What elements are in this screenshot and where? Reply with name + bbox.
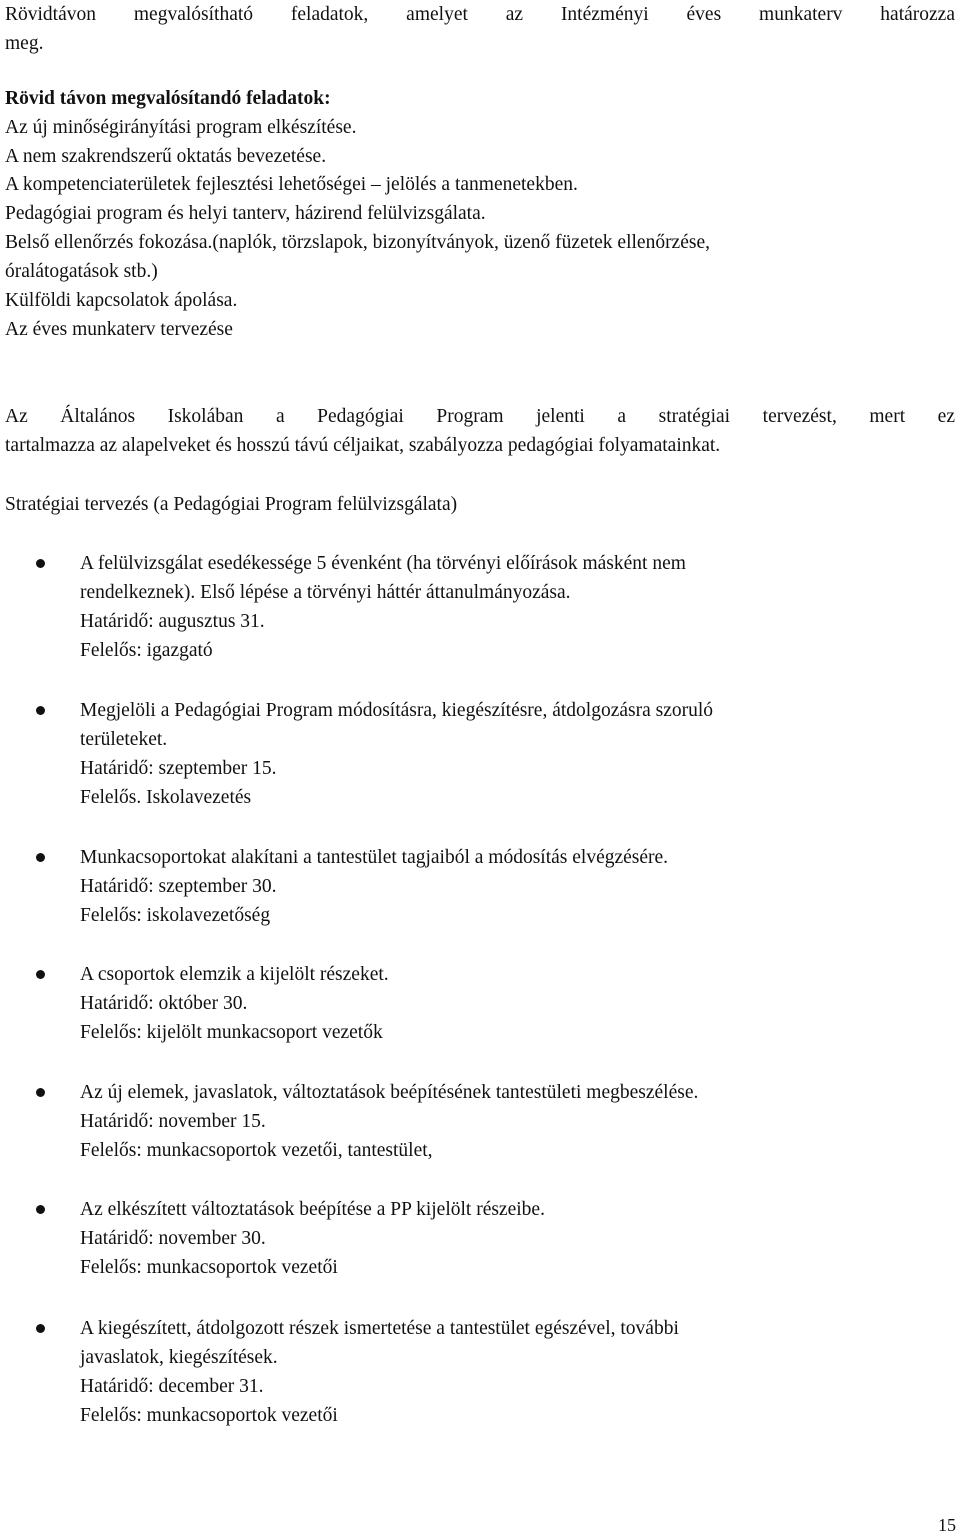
short-term-item: Az új minőségirányítási program elkészítése. (5, 117, 357, 138)
short-term-item: Az éves munkaterv tervezése (5, 319, 233, 340)
bullet-text: rendelkeznek). Első lépése a törvényi háttér áttanulmányozása. (80, 582, 571, 603)
deadline-text: Határidő: november 15. (80, 1111, 266, 1132)
responsible-text: Felelős: kijelölt munkacsoport vezetők (80, 1022, 383, 1043)
deadline-text: Határidő: augusztus 31. (80, 611, 265, 632)
short-term-heading: Rövid távon megvalósítandó feladatok: (5, 88, 331, 109)
responsible-text: Felelős. Iskolavezetés (80, 787, 252, 808)
short-term-item: Belső ellenőrzés fokozása.(naplók, törzslapok, bizonyítványok, üzenő füzetek ellenőrzése, (5, 232, 710, 253)
paragraph-line-1: Az Általános Iskolában a Pedagógiai Program jelenti a stratégiai tervezést, mert ez (5, 406, 955, 427)
responsible-text: Felelős: munkacsoportok vezetői (80, 1257, 338, 1278)
bullet-text: területeket. (80, 729, 168, 750)
responsible-text: Felelős: munkacsoportok vezetői, tantestület, (80, 1140, 433, 1161)
bullet-dot (36, 1205, 45, 1214)
responsible-text: Felelős: igazgató (80, 640, 213, 661)
bullet-dot (36, 1324, 45, 1333)
bullet-dot (36, 970, 45, 979)
bullet-dot (36, 559, 45, 568)
short-term-item: A kompetenciaterületek fejlesztési lehetőségei – jelölés a tanmenetekben. (5, 174, 578, 195)
responsible-text: Felelős: munkacsoportok vezetői (80, 1405, 338, 1426)
strategic-heading: Stratégiai tervezés (a Pedagógiai Program felülvizsgálata) (5, 494, 458, 515)
bullet-text: A kiegészített, átdolgozott részek ismertetése a tantestület egészével, további (80, 1318, 679, 1339)
short-term-item: Külföldi kapcsolatok ápolása. (5, 290, 238, 311)
intro-line-2: meg. (5, 33, 44, 54)
bullet-text: A felülvizsgálat esedékessége 5 évenként (ha törvényi előírások másként nem (80, 553, 686, 574)
page-number: 15 (938, 1515, 956, 1535)
deadline-text: Határidő: november 30. (80, 1228, 266, 1249)
paragraph-line-2: tartalmazza az alapelveket és hosszú távú céljaikat, szabályozza pedagógiai folyamatainkat. (5, 435, 721, 456)
intro-line-1: Rövidtávon megvalósítható feladatok, amelyet az Intézményi éves munkaterv határozza (5, 4, 955, 25)
short-term-item: óralátogatások stb.) (5, 261, 158, 282)
deadline-text: Határidő: december 31. (80, 1376, 264, 1397)
deadline-text: Határidő: október 30. (80, 993, 248, 1014)
bullet-text: javaslatok, kiegészítések. (80, 1347, 278, 1368)
bullet-text: Az új elemek, javaslatok, változtatások beépítésének tantestületi megbeszélése. (80, 1082, 699, 1103)
deadline-text: Határidő: szeptember 30. (80, 876, 277, 897)
short-term-item: A nem szakrendszerű oktatás bevezetése. (5, 146, 327, 167)
bullet-dot (36, 853, 45, 862)
bullet-text: Az elkészített változtatások beépítése a PP kijelölt részeibe. (80, 1199, 545, 1220)
bullet-text: Megjelöli a Pedagógiai Program módosításra, kiegészítésre, átdolgozásra szoruló (80, 700, 714, 721)
bullet-dot (36, 706, 45, 715)
deadline-text: Határidő: szeptember 15. (80, 758, 277, 779)
short-term-item: Pedagógiai program és helyi tanterv, házirend felülvizsgálata. (5, 203, 486, 224)
bullet-text: Munkacsoportokat alakítani a tantestület tagjaiból a módosítás elvégzésére. (80, 847, 669, 868)
bullet-dot (36, 1088, 45, 1097)
bullet-text: A csoportok elemzik a kijelölt részeket. (80, 964, 389, 985)
responsible-text: Felelős: iskolavezetőség (80, 905, 271, 926)
